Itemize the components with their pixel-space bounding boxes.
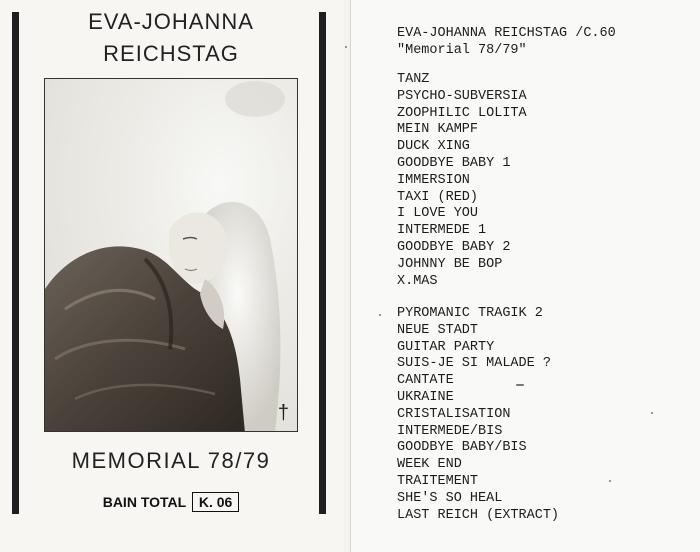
track-item: GUITAR PARTY (397, 339, 495, 355)
track-item: CRISTALISATION (397, 406, 511, 422)
track-item: WEEK END (397, 457, 462, 473)
track-item: INTERMEDE/BIS (397, 423, 503, 439)
track-item: GOODBYE BABY 2 (397, 239, 511, 255)
tracklist-subtitle: "Memorial 78/79" (397, 43, 527, 58)
record-label-row (30, 492, 312, 512)
track-item: TAXI (RED) (397, 189, 479, 205)
tracklist-header: EVA-JOHANNA REICHSTAG /C.60 (397, 26, 616, 41)
portrait-photo-icon (45, 79, 298, 432)
side-b-tracklist (397, 306, 559, 524)
track-item: NEUE STADT (397, 322, 479, 338)
track-item: LAST REICH (EXTRACT) (397, 507, 560, 523)
cross-symbol: † (277, 402, 289, 424)
track-item: ZOOPHILIC LOLITA (397, 105, 527, 121)
catalog-number: K. 06 (192, 492, 239, 512)
left-border-bar (12, 12, 19, 514)
track-item: SHE'S SO HEAL (397, 490, 503, 506)
track-item: PYROMANIC TRAGIK 2 (397, 306, 543, 321)
track-item: PSYCHO-SUBVERSIA (397, 88, 527, 104)
album-title: MEMORIAL 78/79 (71, 448, 271, 473)
cassette-tracklist-card (350, 0, 700, 552)
paper-speck (516, 384, 524, 386)
track-item: CANTATE (397, 373, 454, 389)
track-item: X.MAS (397, 273, 438, 289)
paper-speck (609, 480, 611, 482)
track-item: GOODBYE BABY 1 (397, 155, 511, 171)
paper-speck (379, 314, 381, 316)
track-item: MEIN KAMPF (397, 122, 479, 138)
label-name: BAIN TOTAL (102, 494, 186, 510)
track-item: GOODBYE BABY/BIS (397, 440, 527, 456)
track-item: UKRAINE (397, 389, 454, 405)
track-item: SUIS-JE SI MALADE ? (397, 356, 551, 372)
cassette-front-cover (0, 0, 344, 552)
artist-name-line2: REICHSTAG (103, 41, 239, 66)
track-item: TRAITEMENT (397, 473, 479, 489)
track-item: IMMERSION (397, 172, 470, 188)
right-border-bar (319, 12, 326, 514)
side-a-tracklist (397, 72, 527, 290)
track-item: TANZ (397, 72, 430, 87)
track-item: I LOVE YOU (397, 206, 479, 222)
track-item: INTERMEDE 1 (397, 223, 487, 239)
track-item: DUCK XING (397, 139, 470, 155)
cover-photo (44, 78, 298, 432)
paper-speck (651, 412, 653, 414)
paper-speck (345, 46, 347, 48)
artist-name-line1: EVA-JOHANNA (88, 9, 254, 34)
track-item: JOHNNY BE BOP (397, 256, 503, 272)
